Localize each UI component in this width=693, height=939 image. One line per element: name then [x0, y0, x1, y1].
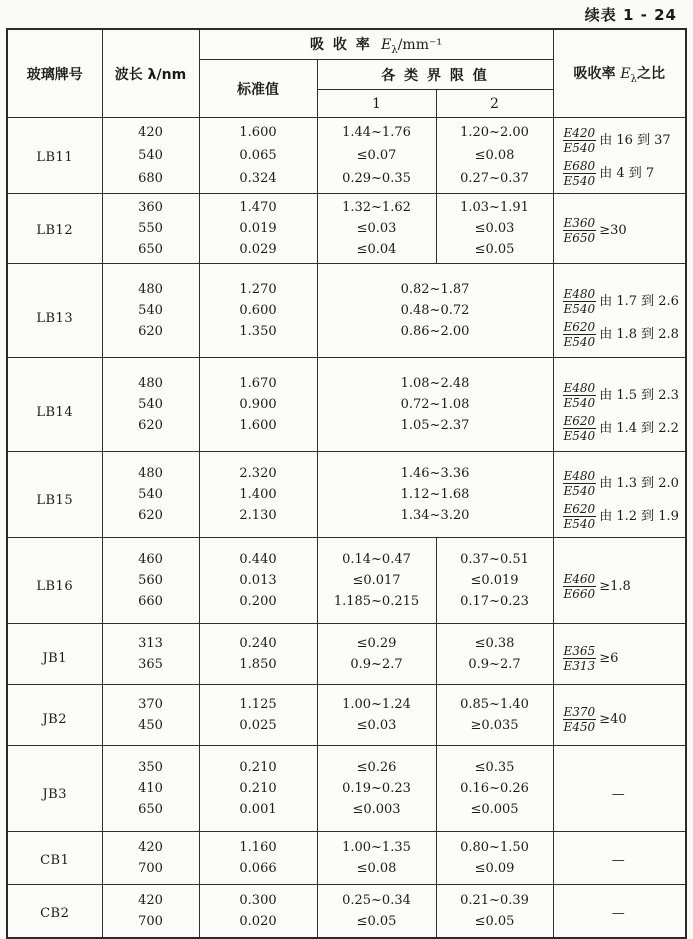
ratio-suffix-label: 之比: [637, 65, 666, 82]
wavelength-cell: 540: [102, 300, 199, 321]
ratio-cell: [553, 358, 686, 452]
limit2-cell: 0.80~1.50: [436, 832, 553, 859]
ratio-suffix: 由 1.2 到 1.9: [599, 509, 679, 524]
limit2-cell: 0.17~0.23: [436, 591, 553, 624]
standard-value-cell: 0.020: [199, 911, 317, 938]
fraction-numerator: E680: [563, 159, 596, 173]
brand-cell: JB2: [7, 685, 102, 746]
wavelength-cell: 540: [102, 394, 199, 415]
limit1-cell: ≤0.04: [317, 239, 436, 264]
limit2-cell: 0.85~1.40: [436, 685, 553, 716]
dash: —: [611, 906, 625, 921]
limit1-cell: ≤0.017: [317, 570, 436, 591]
limit1-cell: 0.29~0.35: [317, 167, 436, 194]
header-standard-value: 标准值: [199, 60, 317, 118]
ratio-suffix: 由 1.3 到 2.0: [599, 476, 679, 491]
limit2-cell: 0.21~0.39: [436, 885, 553, 912]
limit-merged-cell: 1.05~2.37: [317, 415, 553, 452]
limit-merged-cell: 1.34~3.20: [317, 505, 553, 538]
ratio-suffix: 由 16 到 37: [599, 133, 671, 148]
wavelength-cell: 550: [102, 218, 199, 239]
limit1-cell: 1.00~1.24: [317, 685, 436, 716]
standard-value-cell: 0.240: [199, 624, 317, 655]
standard-value-cell: 0.066: [199, 858, 317, 885]
standard-value-cell: 1.600: [199, 118, 317, 145]
limit2-cell: ≤0.03: [436, 218, 553, 239]
fraction-denominator: E313: [563, 659, 596, 673]
ratio-expression: [563, 159, 684, 188]
wavelength-cell: 420: [102, 832, 199, 859]
fraction: [563, 287, 597, 316]
ratio-expression: [563, 644, 684, 673]
limit1-cell: ≤0.003: [317, 799, 436, 832]
table-row: [7, 538, 686, 571]
fraction: [563, 126, 597, 155]
table-row: [7, 194, 686, 219]
standard-value-cell: 0.324: [199, 167, 317, 194]
brand-cell: LB11: [7, 118, 102, 194]
fraction-numerator: E620: [563, 502, 596, 516]
fraction-denominator: E660: [563, 586, 596, 601]
fraction-denominator: E540: [563, 396, 596, 410]
ratio-cell: [553, 264, 686, 358]
ratio-expression: [563, 572, 684, 601]
limit-merged-cell: 0.72~1.08: [317, 394, 553, 415]
header-ratio: [553, 29, 686, 118]
limit1-cell: 1.185~0.215: [317, 591, 436, 624]
standard-value-cell: 0.210: [199, 746, 317, 779]
brand-cell: LB12: [7, 194, 102, 264]
ratio-expression: [563, 320, 684, 349]
wavelength-cell: 450: [102, 715, 199, 746]
table-row: [7, 118, 686, 145]
wavelength-cell: 360: [102, 194, 199, 219]
standard-value-cell: 0.300: [199, 885, 317, 912]
dash: —: [611, 786, 625, 802]
fraction-denominator: E540: [563, 302, 596, 316]
table-row: [7, 624, 686, 655]
ratio-cell: [553, 685, 686, 746]
wavelength-cell: 540: [102, 144, 199, 167]
limit1-cell: ≤0.29: [317, 624, 436, 655]
limit1-cell: ≤0.03: [317, 218, 436, 239]
ratio-suffix: ≥6: [599, 651, 619, 666]
fraction-denominator: E540: [563, 174, 596, 188]
absorption-table: [6, 28, 687, 939]
limit-merged-cell: 1.08~2.48: [317, 358, 553, 395]
header-limits-group: 各 类 界 限 值: [317, 60, 553, 90]
fraction: [563, 572, 597, 601]
limit2-cell: ≥0.035: [436, 715, 553, 746]
table-body: [7, 118, 686, 939]
ratio-cell: [553, 538, 686, 624]
standard-value-cell: 0.019: [199, 218, 317, 239]
fraction-numerator: E370: [563, 705, 596, 719]
ratio-expression: [563, 126, 684, 155]
limit-merged-cell: 1.46~3.36: [317, 452, 553, 485]
wavelength-cell: 420: [102, 885, 199, 912]
ratio-cell: [553, 452, 686, 538]
ratio-cell: [553, 885, 686, 939]
fraction-numerator: E365: [563, 644, 596, 658]
header-limit-class-1: 1: [317, 90, 436, 118]
wavelength-cell: 620: [102, 415, 199, 452]
limit1-cell: ≤0.08: [317, 858, 436, 885]
standard-value-cell: 0.200: [199, 591, 317, 624]
header-row-1: [7, 29, 686, 60]
absorption-label: 吸 收 率: [310, 36, 372, 53]
ratio-suffix: 由 1.7 到 2.6: [599, 294, 679, 309]
table-row: [7, 746, 686, 779]
brand-cell: CB1: [7, 832, 102, 885]
brand-cell: CB2: [7, 885, 102, 939]
limit1-cell: ≤0.26: [317, 746, 436, 779]
brand-cell: LB14: [7, 358, 102, 452]
standard-value-cell: 0.210: [199, 778, 317, 799]
brand-cell: LB15: [7, 452, 102, 538]
wavelength-cell: 480: [102, 452, 199, 485]
ratio-symbol: $E_\lambda$: [620, 65, 638, 85]
fraction-denominator: E540: [563, 429, 596, 443]
fraction-numerator: E620: [563, 414, 596, 428]
fraction: [563, 644, 597, 673]
brand-cell: LB13: [7, 264, 102, 358]
ratio-expression: [563, 502, 684, 531]
ratio-cell: [553, 194, 686, 264]
standard-value-cell: 0.065: [199, 144, 317, 167]
fraction: [563, 414, 597, 443]
wavelength-cell: 370: [102, 685, 199, 716]
ratio-expression: [563, 287, 684, 316]
standard-value-cell: 0.001: [199, 799, 317, 832]
wavelength-cell: 700: [102, 858, 199, 885]
limit1-cell: 1.00~1.35: [317, 832, 436, 859]
limit1-cell: 0.25~0.34: [317, 885, 436, 912]
table-row: [7, 832, 686, 859]
ratio-suffix: 由 1.4 到 2.2: [599, 421, 679, 436]
limit-merged-cell: 1.12~1.68: [317, 484, 553, 505]
standard-value-cell: 1.670: [199, 358, 317, 395]
ratio-cell: [553, 118, 686, 194]
ratio-suffix: 由 1.8 到 2.8: [599, 327, 679, 342]
standard-value-cell: 0.029: [199, 239, 317, 264]
standard-value-cell: 0.013: [199, 570, 317, 591]
standard-value-cell: 1.600: [199, 415, 317, 452]
wavelength-cell: 560: [102, 570, 199, 591]
ratio-cell: [553, 746, 686, 832]
ratio-expression: [563, 414, 684, 443]
fraction: [563, 159, 597, 188]
header-absorption-group: [199, 29, 553, 60]
ratio-suffix: ≥40: [599, 712, 627, 727]
wavelength-cell: 480: [102, 264, 199, 301]
fraction-numerator: E620: [563, 320, 596, 334]
wavelength-cell: 350: [102, 746, 199, 779]
fraction: [563, 502, 597, 531]
limit2-cell: 1.20~2.00: [436, 118, 553, 145]
wavelength-cell: 540: [102, 484, 199, 505]
limit2-cell: ≤0.05: [436, 239, 553, 264]
brand-cell: JB1: [7, 624, 102, 685]
ratio-suffix: ≥30: [599, 222, 627, 238]
table-row: [7, 885, 686, 912]
table-row: [7, 358, 686, 395]
fraction-numerator: E480: [563, 381, 596, 395]
wavelength-cell: 650: [102, 239, 199, 264]
table-row: [7, 685, 686, 716]
ratio-cell: [553, 832, 686, 885]
header-wavelength: 波长 λ/nm: [102, 29, 199, 118]
limit1-cell: ≤0.05: [317, 911, 436, 938]
limit2-cell: 0.9~2.7: [436, 654, 553, 685]
fraction-numerator: E480: [563, 287, 596, 301]
limit1-cell: ≤0.07: [317, 144, 436, 167]
wavelength-cell: 620: [102, 321, 199, 358]
limit2-cell: ≤0.005: [436, 799, 553, 832]
brand-cell: LB16: [7, 538, 102, 624]
standard-value-cell: 0.900: [199, 394, 317, 415]
fraction-denominator: E650: [563, 230, 596, 245]
table-row: [7, 264, 686, 301]
page-title: 续表 1 - 24: [584, 6, 677, 24]
wavelength-cell: 410: [102, 778, 199, 799]
standard-value-cell: 1.270: [199, 264, 317, 301]
ratio-suffix: 由 1.5 到 2.3: [599, 388, 679, 403]
wavelength-cell: 620: [102, 505, 199, 538]
limit1-cell: 0.19~0.23: [317, 778, 436, 799]
limit2-cell: ≤0.05: [436, 911, 553, 938]
wavelength-cell: 420: [102, 118, 199, 145]
limit-merged-cell: 0.82~1.87: [317, 264, 553, 301]
ratio-expression: [563, 705, 684, 734]
fraction-denominator: E540: [563, 335, 596, 349]
limit1-cell: ≤0.03: [317, 715, 436, 746]
limit2-cell: ≤0.09: [436, 858, 553, 885]
ratio-prefix: 吸收率: [573, 65, 616, 82]
limit2-cell: 0.16~0.26: [436, 778, 553, 799]
limit2-cell: 0.37~0.51: [436, 538, 553, 571]
limit-merged-cell: 0.86~2.00: [317, 321, 553, 358]
absorption-unit: $E_\lambda/mm^{-1}$: [381, 36, 442, 56]
standard-value-cell: 1.350: [199, 321, 317, 358]
limit-merged-cell: 0.48~0.72: [317, 300, 553, 321]
limit2-cell: 0.27~0.37: [436, 167, 553, 194]
fraction-numerator: E420: [563, 126, 596, 140]
fraction-numerator: E480: [563, 469, 596, 483]
limit2-cell: ≤0.38: [436, 624, 553, 655]
standard-value-cell: 1.400: [199, 484, 317, 505]
wavelength-cell: 680: [102, 167, 199, 194]
limit2-cell: 1.03~1.91: [436, 194, 553, 219]
limit1-cell: 1.32~1.62: [317, 194, 436, 219]
wavelength-cell: 660: [102, 591, 199, 624]
ratio-suffix: ≥1.8: [599, 578, 631, 594]
fraction-denominator: E540: [563, 517, 596, 531]
limit2-cell: ≤0.08: [436, 144, 553, 167]
ratio-expression: [563, 216, 684, 245]
standard-value-cell: 2.130: [199, 505, 317, 538]
limit1-cell: 0.14~0.47: [317, 538, 436, 571]
standard-value-cell: 1.850: [199, 654, 317, 685]
wavelength-cell: 365: [102, 654, 199, 685]
limit2-cell: ≤0.019: [436, 570, 553, 591]
limit1-cell: 0.9~2.7: [317, 654, 436, 685]
standard-value-cell: 1.160: [199, 832, 317, 859]
standard-value-cell: 0.600: [199, 300, 317, 321]
fraction-numerator: E360: [563, 215, 596, 230]
fraction-denominator: E540: [563, 141, 596, 155]
limit1-cell: 1.44~1.76: [317, 118, 436, 145]
brand-cell: JB3: [7, 746, 102, 832]
header-brand: 玻璃牌号: [7, 29, 102, 118]
fraction-denominator: E450: [563, 720, 596, 734]
ratio-cell: [553, 624, 686, 685]
wavelength-cell: 460: [102, 538, 199, 571]
wavelength-cell: 480: [102, 358, 199, 395]
wavelength-cell: 650: [102, 799, 199, 832]
standard-value-cell: 1.470: [199, 194, 317, 219]
standard-value-cell: 1.125: [199, 685, 317, 716]
fraction: [563, 469, 597, 498]
ratio-expression: [563, 469, 684, 498]
header-limit-class-2: 2: [436, 90, 553, 118]
standard-value-cell: 0.440: [199, 538, 317, 571]
fraction: [563, 705, 597, 734]
wavelength-cell: 700: [102, 911, 199, 938]
fraction: [563, 320, 597, 349]
fraction-numerator: E460: [563, 571, 596, 586]
wavelength-cell: 313: [102, 624, 199, 655]
table-row: [7, 452, 686, 485]
table-header: [7, 29, 686, 118]
dash: —: [611, 853, 625, 868]
fraction: [563, 216, 597, 245]
fraction-denominator: E540: [563, 484, 596, 498]
standard-value-cell: 2.320: [199, 452, 317, 485]
ratio-suffix: 由 4 到 7: [599, 166, 655, 181]
fraction: [563, 381, 597, 410]
ratio-expression: [563, 381, 684, 410]
standard-value-cell: 0.025: [199, 715, 317, 746]
limit2-cell: ≤0.35: [436, 746, 553, 779]
